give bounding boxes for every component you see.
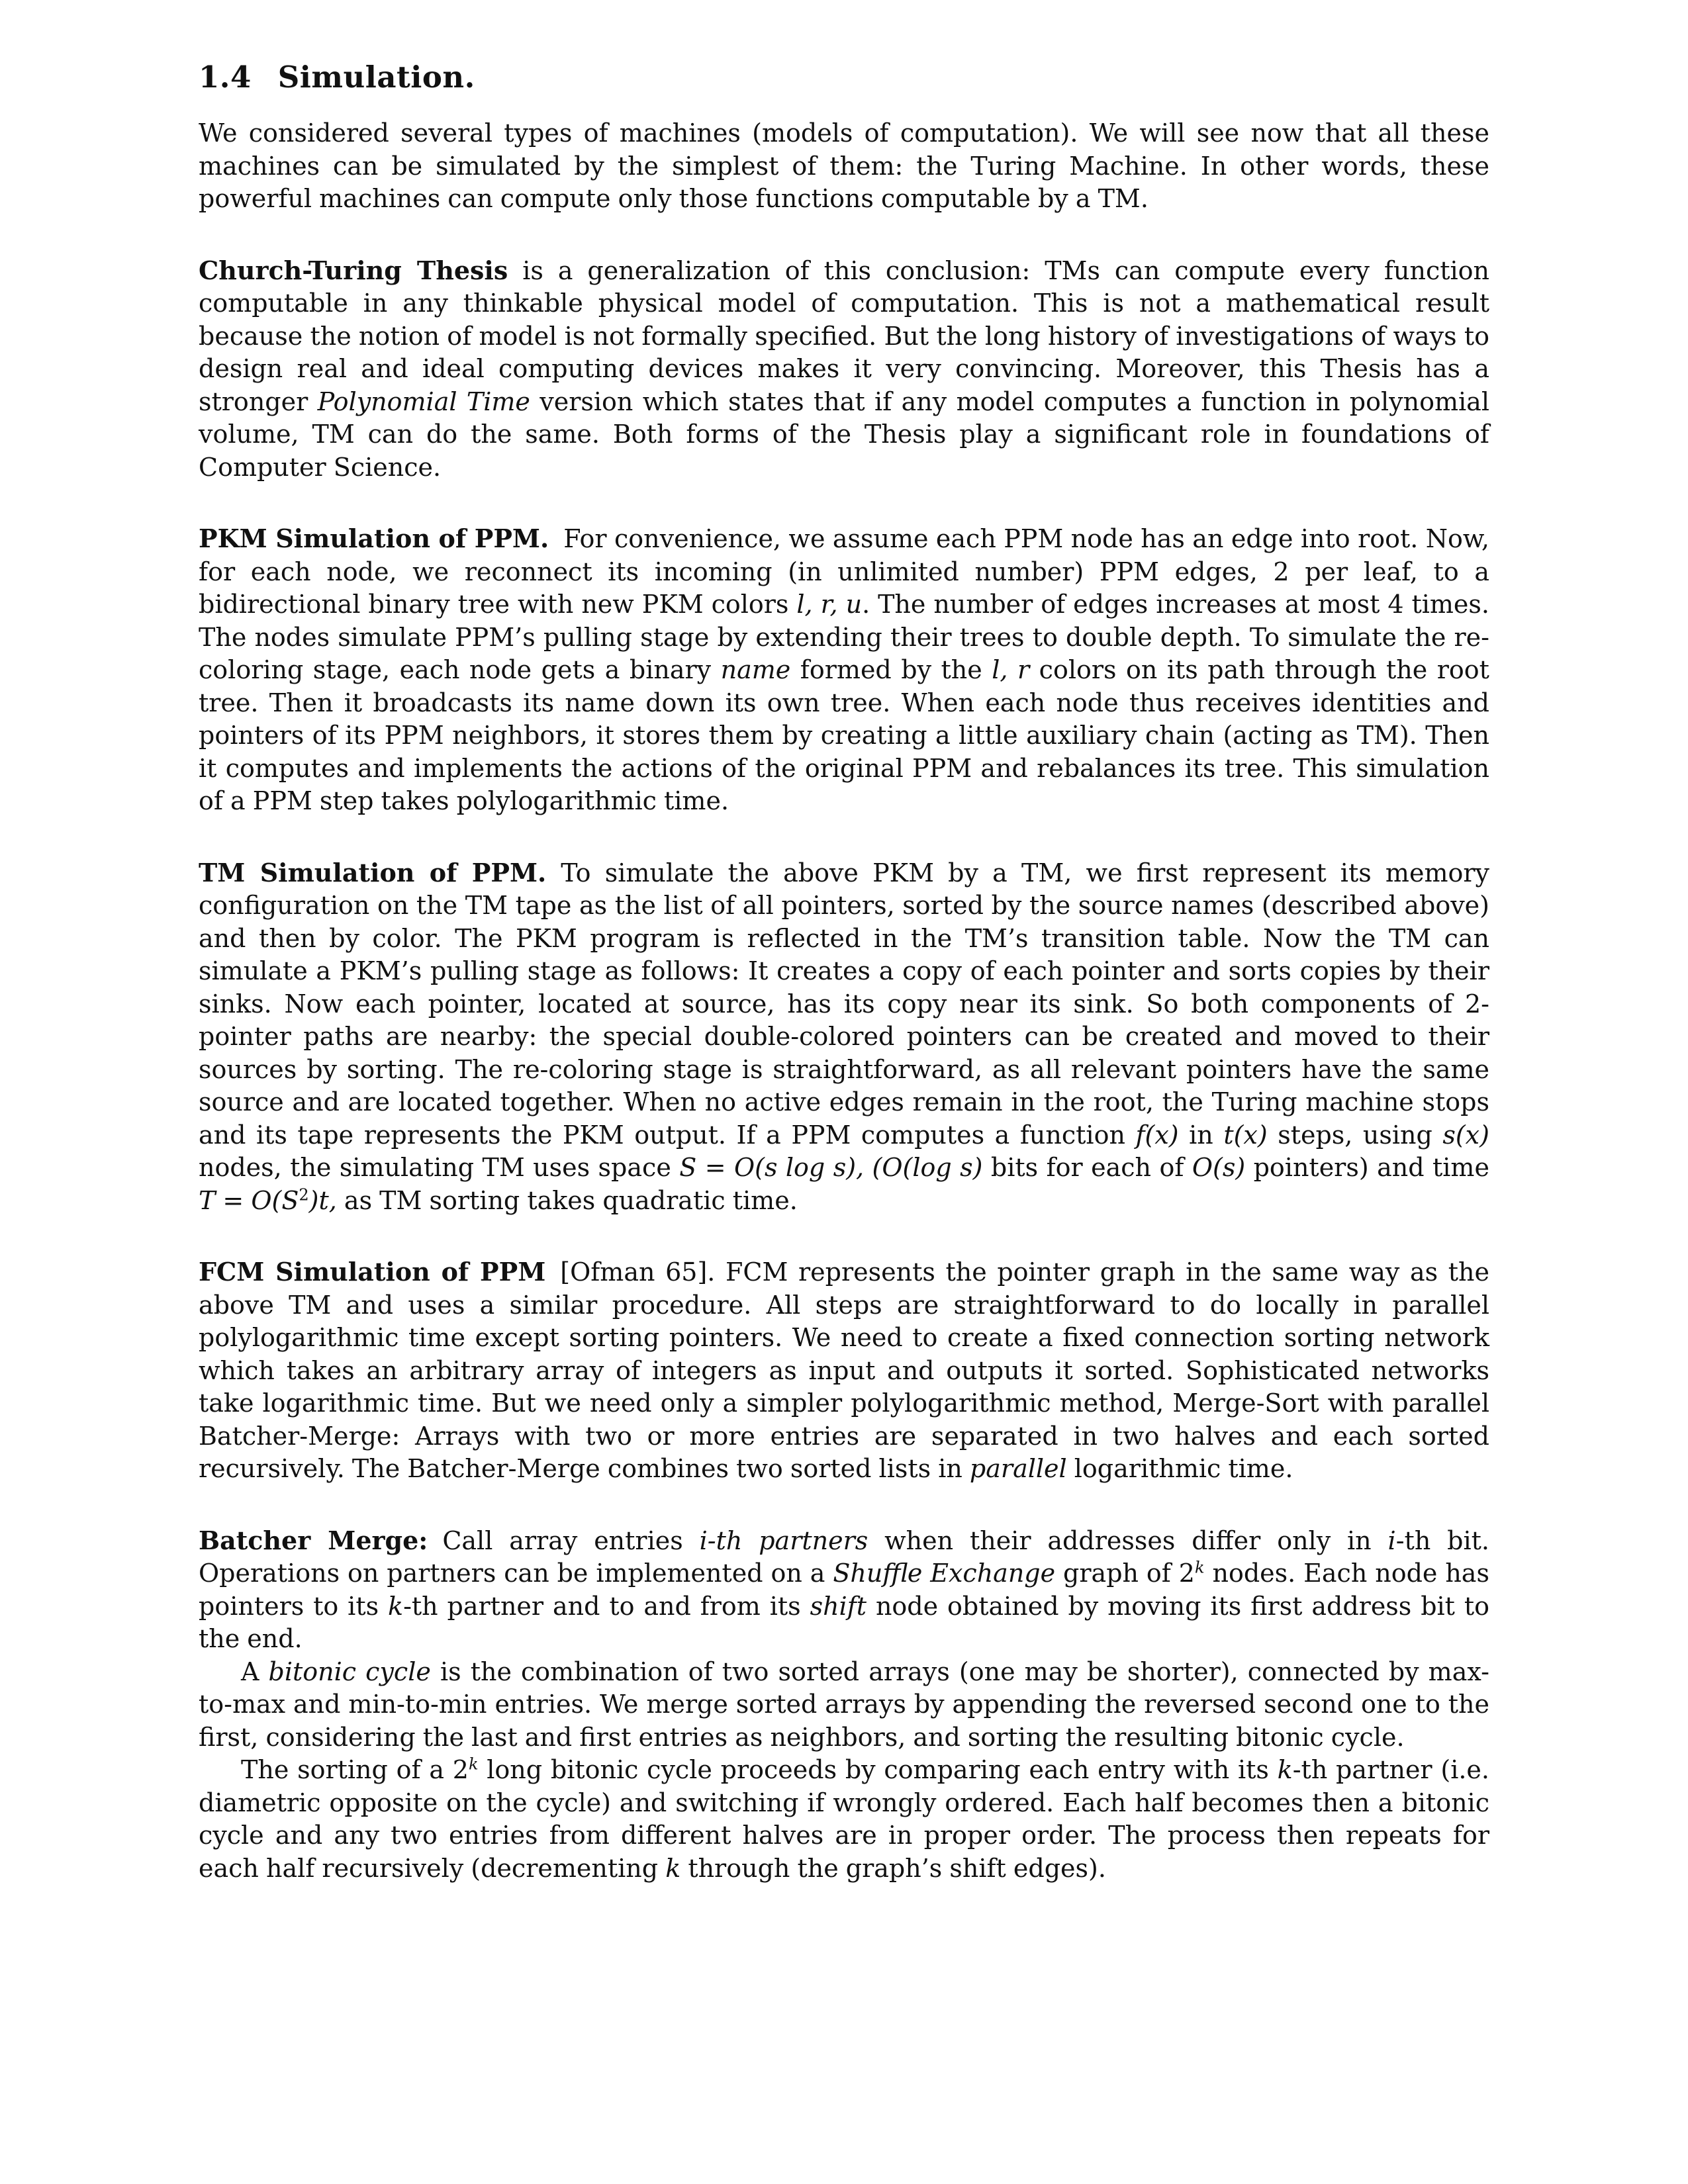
tm-fx: f(x): [1135, 1120, 1179, 1150]
fcm-text-b: logarithmic time.: [1074, 1454, 1293, 1483]
tm-bits: (O(log s): [872, 1153, 983, 1182]
tm-sx: s(x): [1442, 1120, 1489, 1150]
batcher-emph-shuffle: Shuffle Exchange: [833, 1559, 1056, 1588]
batcher-p2-emph: bitonic cycle: [268, 1657, 431, 1686]
batcher-p3-b: long bitonic cycle proceeds by comparing each entry with its: [487, 1755, 1269, 1784]
section-number: 1.4: [199, 60, 252, 95]
tm-text-bits: bits for each of: [990, 1153, 1184, 1182]
pkm-colors: l, r, u: [796, 590, 863, 619]
pkm-colors-lr: l, r: [992, 655, 1030, 684]
batcher-text-c: -th bit. Operations on partners can be implemented on a: [199, 1525, 1489, 1588]
batcher-p3-c: -th partner (i.e. diametric opposite on the cycle) and switching if wrongly ordered. Each half becomes then a bitonic cycle and any two entries from different halves are in proper order. The process then repeats for each half recursively (decrementing: [199, 1755, 1489, 1883]
intro-text: We considered several types of machines (models of computation). We will see now that all these machines can be simulated by the simplest of them: the Turing Machine. In other words, these powerful machines can compute only those functions computable by a TM.: [199, 118, 1489, 213]
tm-text-ptrs: pointers) and time: [1253, 1153, 1489, 1182]
section-title: [199, 60, 1489, 95]
church-text-b: version which states that if any model computes a function in polynomial volume, TM can do the same. Both forms of the Thesis play a significant role in foundations of Computer Science.: [199, 387, 1489, 482]
batcher-p3-d: through the graph’s shift edges).: [688, 1853, 1106, 1883]
batcher-emph-partners: i-th partners: [699, 1525, 868, 1555]
fcm-cite: [Ofman 65].: [560, 1257, 716, 1287]
fcm-text-a: FCM represents the pointer graph in the same way as the above TM and uses a similar procedure. All steps are straightforward to do locally in parallel polylogarithmic time except sorting pointers. We need to create a fixed connection sorting network which takes an arbitrary array of integers as input and outputs it sorted. Sophisticated networks take logarithmic time. But we need only a simpler polylogarithmic method, Merge-Sort with parallel Batcher-Merge: Arrays with two or more entries are separated in two halves and each sorted recursively. The Batcher-Merge combines two sorted lists in: [199, 1257, 1489, 1483]
batcher-p3-k: k: [1277, 1755, 1293, 1784]
batcher-text-d: graph of 2: [1063, 1559, 1195, 1588]
batcher-k-var: k: [388, 1591, 404, 1621]
batcher-p3-sup: k: [468, 1754, 479, 1774]
church-text-a: is a generalization of this conclusion: TMs can compute every function computable in any thinkable physical model of computation. This is not a mathematical result because the notion of model is not formally specified. But the long history of investigations of ways to design real and ideal computing devices makes it very convincing. Moreover, this Thesis has a stronger: [199, 255, 1489, 416]
batcher-paragraph-2: [199, 1656, 1489, 1754]
fcm-emph: parallel: [969, 1454, 1067, 1483]
pkm-text-a: For convenience, we assume each PPM node has an edge into root. Now, for each node, we reconnect its incoming (in unlimited number) PPM edges, 2 per leaf, to a bidirectional binary tree with new PKM colors: [199, 524, 1489, 619]
tm-heading: TM Simulation of PPM.: [199, 857, 547, 887]
tm-time-a: T = O(S: [199, 1185, 299, 1215]
tm-text-steps: steps, using: [1278, 1120, 1432, 1150]
batcher-p2-a: A: [241, 1657, 259, 1686]
church-emph: Polynomial Time: [317, 387, 530, 416]
batcher-sup-k: k: [1194, 1558, 1205, 1577]
tm-text-in: in: [1189, 1120, 1213, 1150]
fcm-paragraph: [199, 1255, 1489, 1486]
church-turing-heading: Church-Turing Thesis: [199, 255, 508, 285]
fcm-heading: FCM Simulation of PPM: [199, 1257, 546, 1287]
pkm-paragraph: [199, 522, 1489, 818]
intro-paragraph: [199, 117, 1489, 216]
batcher-p3-k2: k: [665, 1853, 681, 1883]
tm-text-nodes: nodes, the simulating TM uses space: [199, 1153, 671, 1182]
pkm-text-b: . The number of edges increases at most 4 times. The nodes simulate PPM’s pulling stage by extending their trees to double depth. To simulate the re-coloring stage, each node gets a binary: [199, 590, 1489, 684]
tm-text-a: To simulate the above PKM by a TM, we first represent its memory configuration on the TM tape as the list of all pointers, sorted by the source names (described above) and then by color. The PKM program is reflected in the TM’s transition table. Now the TM can simulate a PKM’s pulling stage as follows: It creates a copy of each pointer and sorts copies by their sinks. Now each pointer, located at source, has its copy near its sink. So both components of 2-pointer paths are nearby: the special double-colored pointers can be created and moved to their sources by sorting. The re-coloring stage is straightforward, as all relevant pointers have the same source and are located together. When no active edges remain in the root, the Turing machine stops and its tape represents the PKM output. If a PPM computes a function: [199, 858, 1489, 1150]
batcher-text-b: when their addresses differ only in: [884, 1525, 1372, 1555]
tm-text-end: as TM sorting takes quadratic time.: [344, 1185, 798, 1215]
pkm-text-d: colors on its path through the root tree. Then it broadcasts its name down its own tree. When each node thus receives identities and pointers of its PPM neighbors, it stores them by creating a little auxiliary chain (acting as TM). Then it computes and implements the actions of the original PPM and rebalances its tree. This simulation of a PPM step takes polylogarithmic time.: [199, 655, 1489, 815]
batcher-paragraph-1: [199, 1524, 1489, 1656]
batcher-text-a: Call array entries: [442, 1525, 683, 1555]
batcher-i-bit: i: [1387, 1525, 1396, 1555]
batcher-p3-a: The sorting of a 2: [241, 1755, 469, 1784]
pkm-heading: PKM Simulation of PPM.: [199, 523, 549, 553]
church-turing-paragraph: [199, 254, 1489, 484]
batcher-emph-shift: shift: [810, 1591, 867, 1621]
pkm-text-c: formed by the: [800, 655, 982, 684]
tm-os: O(s): [1192, 1153, 1246, 1182]
page: [199, 60, 1489, 1885]
tm-time-b: )t,: [308, 1185, 337, 1215]
pkm-emph-name: name: [720, 655, 791, 684]
tm-paragraph: [199, 856, 1489, 1218]
section-heading: Simulation.: [277, 60, 475, 95]
batcher-text-g: node obtained by moving its first address bit to the end.: [199, 1591, 1489, 1653]
batcher-text-e: nodes. Each node has pointers to its: [199, 1559, 1489, 1621]
tm-space: S = O(s log s),: [679, 1153, 865, 1182]
batcher-p2-b: is the combination of two sorted arrays (one may be shorter), connected by max-to-max and min-to-min entries. We merge sorted arrays by appending the reversed second one to the first, considering the last and first entries as neighbors, and sorting the resulting bitonic cycle.: [199, 1657, 1489, 1752]
tm-time-sup: 2: [299, 1185, 309, 1204]
batcher-heading: Batcher Merge:: [199, 1525, 428, 1555]
batcher-paragraph-3: [199, 1754, 1489, 1885]
batcher-text-f: -th partner and to and from its: [403, 1591, 801, 1621]
tm-tx: t(x): [1223, 1120, 1268, 1150]
